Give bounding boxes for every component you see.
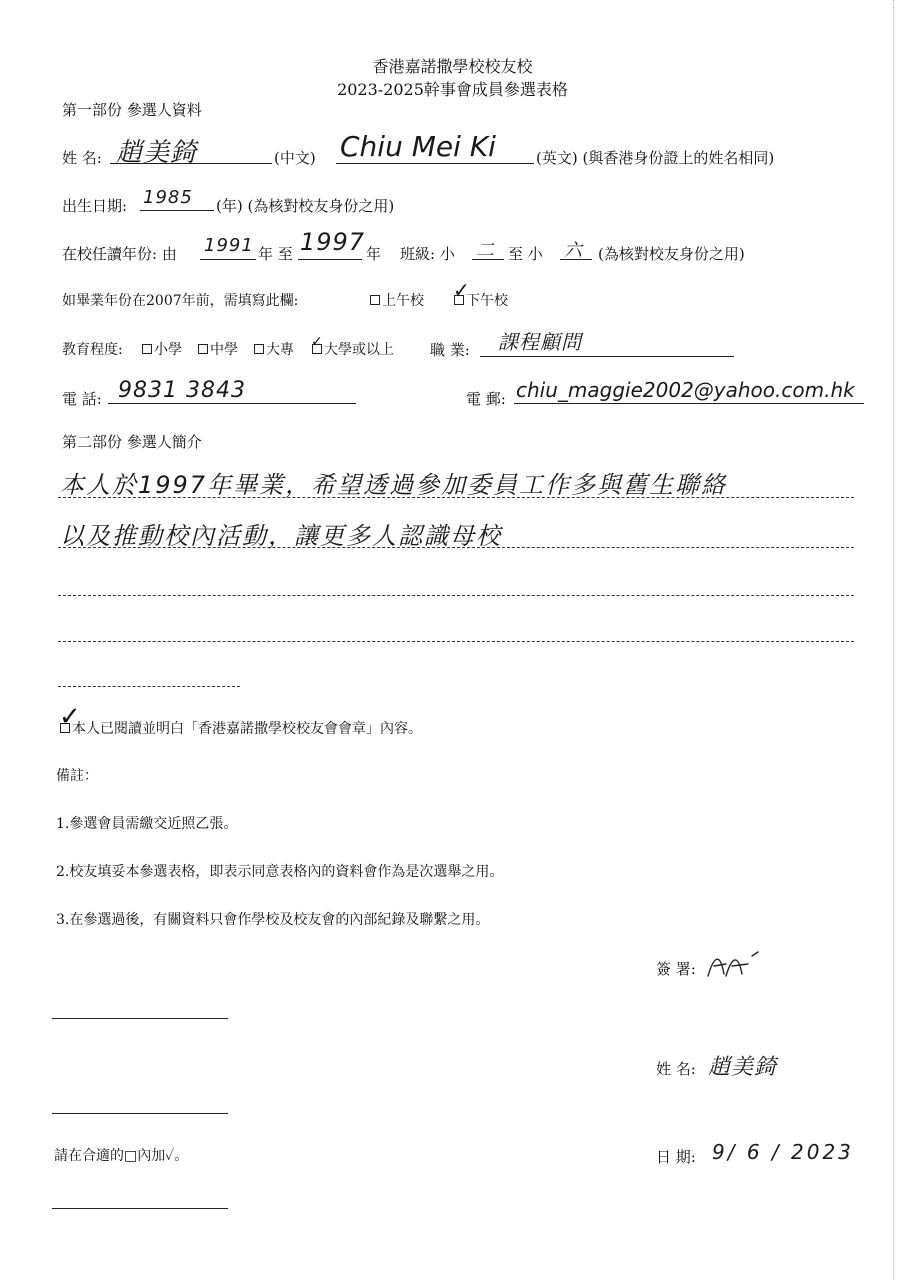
edu-secondary-checkbox[interactable]	[198, 344, 208, 354]
email-value[interactable]: chiu_maggie2002@yahoo.com.hk	[516, 378, 855, 402]
edu-label: 教育程度:	[62, 342, 123, 358]
grad-pm-option[interactable]	[452, 278, 508, 310]
check-mark-icon: ✓	[311, 334, 323, 350]
intro-line-5	[58, 686, 240, 687]
grad-pm-checkbox[interactable]	[453, 278, 470, 305]
sign-line-3	[52, 1208, 228, 1209]
en-suffix: (英文) (與香港身份證上的姓名相同)	[536, 149, 775, 167]
note-item-2: 2.校友填妥本參選表格，即表示同意表格內的資料會作為是次選舉之用。	[56, 864, 504, 880]
class-from-value[interactable]: 二	[476, 240, 495, 261]
declaration-text: 本人已閱讀並明白「香港嘉諾撒學校校友會會章」內容。	[72, 721, 422, 737]
declaration-checkbox[interactable]	[59, 702, 81, 733]
note-item-3: 3.在參選過後，有關資料只會作學校及校友會的內部紀錄及聯繫之用。	[56, 912, 490, 928]
job-line	[480, 356, 734, 357]
sign-line-2	[52, 1113, 228, 1114]
phone-value[interactable]: 9831 3843	[118, 378, 246, 403]
signature-mark	[704, 946, 800, 986]
study-year-suffix: 年	[366, 245, 382, 263]
edu-primary-checkbox[interactable]	[142, 344, 152, 354]
sign-label: 簽 署:	[656, 960, 696, 978]
intro-text-1[interactable]: 本人於1997年畢業，希望透過參加委員工作多與舊生聯絡	[60, 471, 728, 499]
name-en-line	[336, 163, 534, 164]
part1-heading: 第一部份 參選人資料	[62, 101, 202, 119]
grad-label: 如畢業年份在2007年前，需填寫此欄:	[62, 293, 299, 309]
class-label: 班級: 小	[400, 245, 455, 263]
check-mark-icon: ✓	[453, 278, 470, 302]
job-label: 職 業:	[430, 341, 470, 359]
page-edge	[893, 0, 894, 1280]
note-item-1: 1.參選會員需繳交近照乙張。	[56, 816, 238, 832]
signature-scribble	[704, 946, 800, 982]
declaration-row[interactable]	[58, 702, 422, 738]
school-title: 香港嘉諾撒學校校友校	[372, 57, 533, 76]
study-from-value[interactable]: 1991	[204, 235, 254, 256]
edu-primary-option[interactable]	[140, 339, 182, 359]
study-mid: 年 至	[258, 245, 293, 263]
class-mid: 至 小	[508, 245, 543, 263]
check-mark-icon: ✓	[59, 702, 81, 732]
edu-secondary-option[interactable]	[196, 339, 238, 359]
edu-college-option[interactable]	[252, 339, 294, 359]
class-to-value[interactable]: 六	[564, 240, 583, 261]
edu-college-label: 大專	[266, 342, 294, 358]
grad-am-label: 上午校	[382, 293, 424, 309]
date-value[interactable]: 9/ 6 / 2023	[712, 1140, 854, 1164]
edu-university-option[interactable]	[310, 334, 394, 359]
study-from-line	[200, 259, 256, 260]
name-label: 姓 名:	[62, 149, 102, 167]
edu-university-checkbox[interactable]	[311, 334, 323, 354]
study-label: 在校任讀年份: 由	[62, 245, 177, 263]
phone-line	[108, 403, 356, 404]
email-line	[514, 403, 864, 404]
edu-primary-label: 小學	[154, 342, 182, 358]
notes-heading: 備註：	[56, 768, 98, 784]
cn-suffix: (中文)	[274, 149, 316, 167]
phone-label: 電 話:	[62, 390, 102, 408]
grad-am-option[interactable]	[368, 290, 424, 310]
birth-suffix: (年) (為核對校友身份之用)	[216, 197, 395, 215]
birth-line	[140, 210, 214, 211]
email-label: 電 郵:	[466, 390, 506, 408]
birth-label: 出生日期:	[62, 197, 128, 215]
edu-college-checkbox[interactable]	[254, 344, 264, 354]
name-en-value[interactable]: Chiu Mei Ki	[340, 130, 496, 163]
part2-heading: 第二部份 參選人簡介	[62, 433, 202, 451]
class-suffix: (為核對校友身份之用)	[598, 245, 745, 263]
edu-university-label: 大學或以上	[324, 342, 394, 358]
intro-line-3	[58, 595, 854, 596]
intro-text-2[interactable]: 以及推動校內活動，讓更多人認識母校	[60, 522, 502, 550]
birth-year-value[interactable]: 1985	[143, 187, 193, 208]
job-value[interactable]: 課程顧問	[498, 330, 582, 354]
grad-am-checkbox[interactable]	[370, 295, 380, 305]
sig-name-label: 姓 名:	[656, 1060, 696, 1078]
grad-pm-label: 下午校	[466, 293, 508, 309]
edu-secondary-label: 中學	[210, 342, 238, 358]
form-title: 2023-2025幹事會成員參選表格	[337, 80, 568, 99]
name-cn-value[interactable]: 趙美錡	[116, 138, 198, 168]
study-to-value[interactable]: 1997	[300, 228, 366, 256]
study-to-line	[298, 259, 362, 260]
sign-line-1	[52, 1018, 228, 1019]
intro-line-4	[58, 641, 854, 642]
sig-name-value[interactable]: 趙美錡	[708, 1055, 778, 1080]
instruction-text: 請在合適的□內加✓。	[54, 1148, 189, 1164]
date-label: 日 期:	[656, 1148, 696, 1166]
